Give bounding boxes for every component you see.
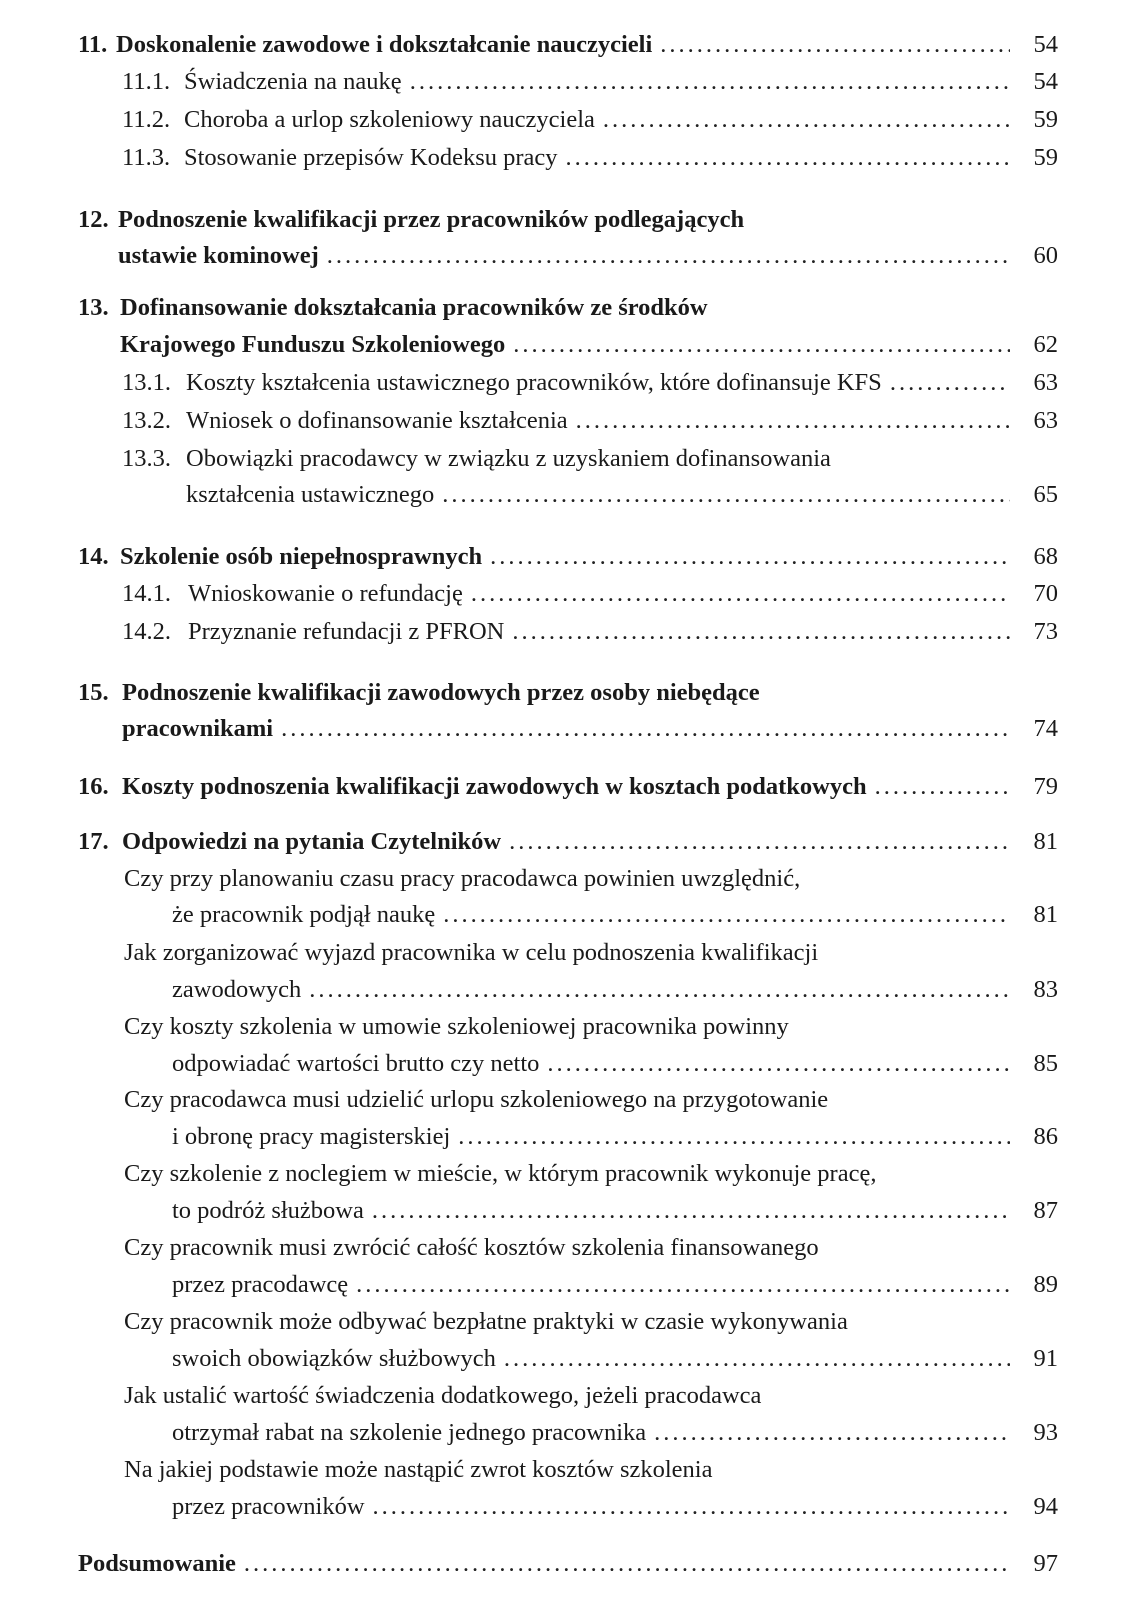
- toc-entry: [0, 1228, 1140, 1268]
- entry-title: Czy koszty szkolenia w umowie szkoleniowej pracownika powinny: [124, 1013, 789, 1040]
- toc-entry: [0, 200, 1140, 240]
- entry-title: Koszty podnoszenia kwalifikacji zawodowych w kosztach podatkowych: [122, 773, 867, 800]
- entry-title: Czy pracodawca musi udzielić urlopu szkoleniowego na przygotowanie: [124, 1086, 829, 1113]
- dot-leader: [327, 236, 1010, 276]
- dot-leader: [512, 612, 1010, 652]
- entry-title: Jak ustalić wartość świadczenia dodatkowego, jeżeli pracodawca: [124, 1382, 762, 1409]
- toc-entry: [0, 100, 1140, 140]
- page-number: 59: [1033, 106, 1058, 133]
- entry-number: 13.: [78, 294, 109, 321]
- entry-title: Stosowanie przepisów Kodeksu pracy: [184, 144, 558, 171]
- entry-title: Dofinansowanie dokształcania pracowników ze środków: [120, 294, 708, 321]
- toc-entry: [0, 1080, 1140, 1120]
- dot-leader: [410, 62, 1010, 102]
- toc-entry: [0, 767, 1140, 807]
- dot-leader: [504, 1339, 1010, 1379]
- page-number: 74: [1033, 715, 1058, 742]
- toc-entry-continuation: [0, 325, 1140, 365]
- entry-number: 11.1.: [122, 68, 171, 95]
- toc-entry-continuation: [0, 709, 1140, 749]
- toc-entry: [0, 822, 1140, 862]
- dot-leader: [875, 767, 1010, 807]
- entry-title: Czy przy planowaniu czasu pracy pracodawca powinien uwzględnić,: [124, 865, 801, 892]
- entry-title-continuation: ustawie kominowej: [118, 242, 319, 269]
- dot-leader: [373, 1487, 1010, 1527]
- toc-entry: [0, 439, 1140, 479]
- toc-entry: [0, 1302, 1140, 1342]
- toc-entry-continuation: [0, 475, 1140, 515]
- page-number: 79: [1033, 773, 1058, 800]
- dot-leader: [442, 475, 1010, 515]
- entry-title: Na jakiej podstawie może nastąpić zwrot kosztów szkolenia: [124, 1456, 713, 1483]
- entry-title: Czy szkolenie z noclegiem w mieście, w którym pracownik wykonuje pracę,: [124, 1160, 877, 1187]
- entry-title: Wnioskowanie o refundację: [188, 580, 463, 607]
- toc-entry: [0, 1544, 1140, 1584]
- dot-leader: [309, 970, 1010, 1010]
- entry-number: 13.3.: [122, 445, 171, 472]
- entry-title: Jak zorganizować wyjazd pracownika w celu podnoszenia kwalifikacji: [124, 939, 819, 966]
- dot-leader: [490, 537, 1010, 577]
- page-number: 54: [1033, 31, 1058, 58]
- entry-number: 16.: [78, 773, 109, 800]
- dot-leader: [356, 1265, 1010, 1305]
- entry-title: Koszty kształcenia ustawicznego pracowników, które dofinansuje KFS: [186, 369, 882, 396]
- dot-leader: [458, 1117, 1010, 1157]
- entry-title-continuation: że pracownik podjął naukę: [172, 901, 436, 928]
- toc-entry-continuation: [0, 1413, 1140, 1453]
- entry-number: 11.: [78, 31, 108, 58]
- toc-entry: [0, 859, 1140, 899]
- entry-title: Podsumowanie: [78, 1550, 236, 1577]
- entry-title: Wniosek o dofinansowanie kształcenia: [186, 407, 568, 434]
- toc-entry: [0, 1154, 1140, 1194]
- page-number: 62: [1033, 331, 1058, 358]
- entry-title: Odpowiedzi na pytania Czytelników: [122, 828, 502, 855]
- entry-number: 11.3.: [122, 144, 171, 171]
- page-number: 86: [1033, 1123, 1058, 1150]
- toc-entry-continuation: [0, 236, 1140, 276]
- page-number: 70: [1033, 580, 1058, 607]
- dot-leader: [603, 100, 1010, 140]
- toc-entry: [0, 62, 1140, 102]
- dot-leader: [443, 895, 1010, 935]
- dot-leader: [547, 1044, 1010, 1084]
- toc-entry-continuation: [0, 1487, 1140, 1527]
- toc-entry-continuation: [0, 895, 1140, 935]
- entry-title: Podnoszenie kwalifikacji zawodowych przez osoby niebędące: [122, 679, 760, 706]
- entry-title: Choroba a urlop szkoleniowy nauczyciela: [184, 106, 595, 133]
- entry-title: Obowiązki pracodawcy w związku z uzyskaniem dofinansowania: [186, 445, 831, 472]
- dot-leader: [509, 822, 1010, 862]
- entry-title-continuation: to podróż służbowa: [172, 1197, 364, 1224]
- entry-title-continuation: kształcenia ustawicznego: [186, 481, 435, 508]
- page-number: 73: [1033, 618, 1058, 645]
- dot-leader: [372, 1191, 1010, 1231]
- entry-title-continuation: swoich obowiązków służbowych: [172, 1345, 496, 1372]
- entry-title-continuation: odpowiadać wartości brutto czy netto: [172, 1050, 540, 1077]
- entry-number: 17.: [78, 828, 109, 855]
- toc-entry: [0, 363, 1140, 403]
- page-number: 94: [1033, 1493, 1058, 1520]
- page-number: 65: [1033, 481, 1058, 508]
- entry-number: 13.1.: [122, 369, 171, 396]
- entry-title-continuation: pracownikami: [122, 715, 274, 742]
- entry-title: Czy pracownik może odbywać bezpłatne praktyki w czasie wykonywania: [124, 1308, 848, 1335]
- page-number: 85: [1033, 1050, 1058, 1077]
- dot-leader: [654, 1413, 1010, 1453]
- entry-title: Świadczenia na naukę: [184, 68, 402, 95]
- page-number: 60: [1033, 242, 1058, 269]
- toc-entry-continuation: [0, 1191, 1140, 1231]
- dot-leader: [576, 401, 1010, 441]
- entry-title: Szkolenie osób niepełnosprawnych: [120, 543, 483, 570]
- page-number: 93: [1033, 1419, 1058, 1446]
- page-number: 91: [1033, 1345, 1058, 1372]
- entry-title-continuation: Krajowego Funduszu Szkoleniowego: [120, 331, 506, 358]
- toc-entry: [0, 574, 1140, 614]
- toc-entry: [0, 933, 1140, 973]
- entry-number: 12.: [78, 206, 109, 233]
- toc-entry: [0, 612, 1140, 652]
- entry-title-continuation: otrzymał rabat na szkolenie jednego pracownika: [172, 1419, 647, 1446]
- page-number: 97: [1033, 1550, 1058, 1577]
- page-number: 68: [1033, 543, 1058, 570]
- dot-leader: [566, 138, 1010, 178]
- entry-number: 14.2.: [122, 618, 171, 645]
- dot-leader: [281, 709, 1010, 749]
- page-number: 83: [1033, 976, 1058, 1003]
- dot-leader: [660, 25, 1010, 65]
- dot-leader: [890, 363, 1010, 403]
- entry-title-continuation: zawodowych: [172, 976, 302, 1003]
- entry-title-continuation: przez pracodawcę: [172, 1271, 349, 1298]
- toc-entry: [0, 25, 1140, 65]
- toc-entry: [0, 673, 1140, 713]
- entry-title: Przyznanie refundacji z PFRON: [188, 618, 505, 645]
- entry-number: 13.2.: [122, 407, 171, 434]
- page-number: 87: [1033, 1197, 1058, 1224]
- page-number: 81: [1033, 828, 1058, 855]
- toc-entry: [0, 1376, 1140, 1416]
- toc-entry-continuation: [0, 1044, 1140, 1084]
- toc-entry-continuation: [0, 1117, 1140, 1157]
- toc-entry: [0, 1007, 1140, 1047]
- page-number: 59: [1033, 144, 1058, 171]
- page-number: 81: [1033, 901, 1058, 928]
- entry-title-continuation: i obronę pracy magisterskiej: [172, 1123, 451, 1150]
- entry-number: 14.: [78, 543, 109, 570]
- entry-title: Podnoszenie kwalifikacji przez pracowników podlegających: [118, 206, 745, 233]
- entry-number: 15.: [78, 679, 109, 706]
- page-number: 63: [1033, 407, 1058, 434]
- dot-leader: [513, 325, 1010, 365]
- entry-title-continuation: przez pracowników: [172, 1493, 365, 1520]
- toc-entry: [0, 1450, 1140, 1490]
- page-number: 63: [1033, 369, 1058, 396]
- entry-title: Doskonalenie zawodowe i dokształcanie nauczycieli: [116, 31, 653, 58]
- toc-entry: [0, 401, 1140, 441]
- entry-number: 14.1.: [122, 580, 171, 607]
- dot-leader: [244, 1544, 1010, 1584]
- page-number: 89: [1033, 1271, 1058, 1298]
- entry-title: Czy pracownik musi zwrócić całość kosztów szkolenia finansowanego: [124, 1234, 819, 1261]
- toc-entry-continuation: [0, 1339, 1140, 1379]
- dot-leader: [471, 574, 1010, 614]
- toc-entry-continuation: [0, 970, 1140, 1010]
- toc-entry-continuation: [0, 1265, 1140, 1305]
- toc-entry: [0, 138, 1140, 178]
- toc-entry: [0, 288, 1140, 328]
- entry-number: 11.2.: [122, 106, 171, 133]
- toc-entry: [0, 537, 1140, 577]
- page-number: 54: [1033, 68, 1058, 95]
